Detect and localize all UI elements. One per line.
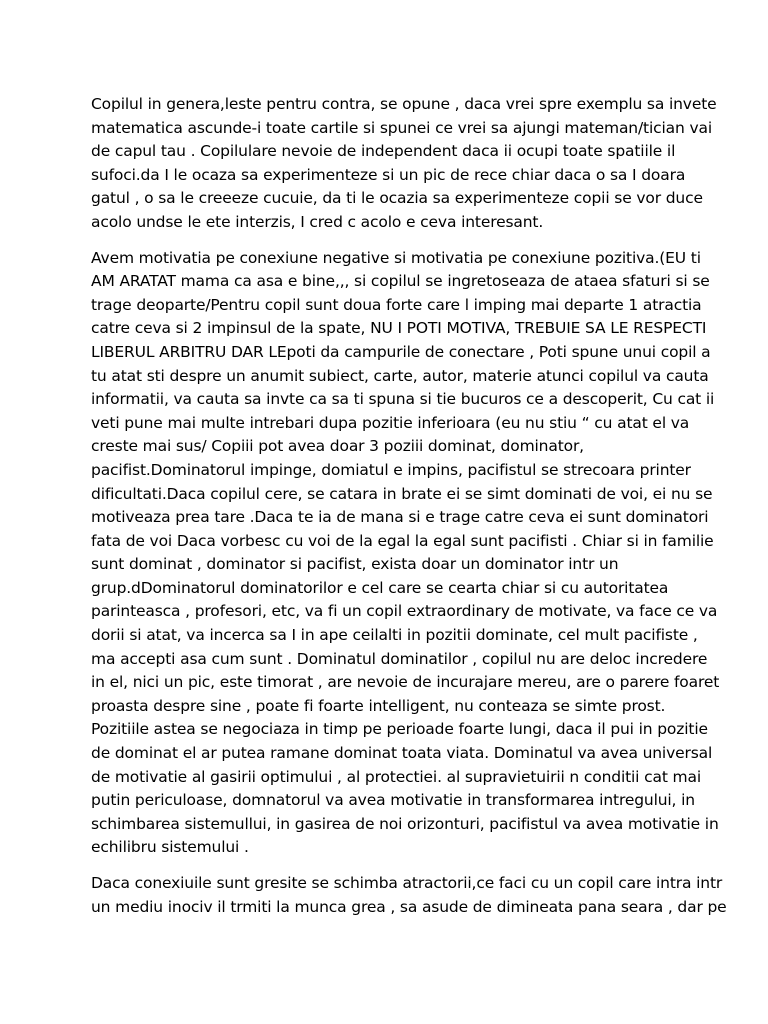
text-line: AM ARATAT mama ca asa e bine,,, si copilul se ingretoseaza de ataea sfaturi si se [91, 272, 710, 291]
text-line: trage deoparte/Pentru copil sunt doua forte care l imping mai departe 1 atractia [91, 295, 702, 314]
text-line: Copilul in genera,leste pentru contra, se opune , daca vrei spre exemplu sa invete [91, 95, 717, 113]
text-line: proasta despre sine , poate fi foarte intelligent, nu conteaza se simte prost. [91, 696, 666, 715]
text-line: dificultati.Daca copilul cere, se catara in brate ei se simt dominati de voi, ei nu se [91, 484, 713, 503]
text-line: echilibru sistemului . [91, 838, 249, 857]
text-line: dorii si atat, va incerca sa I in ape ceilalti in pozitii dominate, cel mult pacifiste , [91, 626, 698, 645]
text-line: putin periculoase, domnatorul va avea motivatie in transformarea intregului, in [91, 791, 695, 810]
text-line: de dominat el ar putea ramane dominat toata viata. Dominatul va avea universal [91, 744, 713, 763]
text-line: Avem motivatia pe conexiune negative si motivatia pe conexiune pozitiva.(EU ti [91, 248, 701, 267]
text-line: creste mai sus/ Copiii pot avea doar 3 poziii dominat, dominator, [91, 437, 584, 456]
text-line: catre ceva si 2 impinsul de la spate, NU I POTI MOTIVA, TREBUIE SA LE RESPECTI [91, 319, 707, 338]
text-line: parinteasca , profesori, etc, va fi un copil extraordinary de motivate, va face ce va [91, 602, 718, 621]
text-line: grup.dDominatorul dominatorilor e cel care se cearta chiar si cu autoritatea [91, 578, 669, 597]
paragraph [91, 93, 717, 235]
text-line: de capul tau . Copilulare nevoie de independent daca ii ocupi toate spatiile il [91, 142, 676, 161]
text-line: sufoci.da I le ocaza sa experimenteze si un pic de rece chiar daca o sa I doara [91, 165, 686, 184]
text-line: LIBERUL ARBITRU DAR LEpoti da campurile de conectare , Poti spune unui copil a [91, 342, 711, 361]
text-line: schimbarea sistemullui, in gasirea de noi orizonturi, pacifistul va avea motivatie in [91, 814, 719, 833]
text-line: Pozitiile astea se negociaza in timp pe perioade foarte lungi, daca il pui in pozitie [91, 720, 708, 739]
text-line: acolo undse le ete interzis, I cred c acolo e ceva interesant. [91, 212, 544, 231]
text-line: gatul , o sa le creeeze cucuie, da ti le ocazia sa experimenteze copii se vor duce [91, 189, 703, 208]
text-line: Daca conexiuile sunt gresite se schimba atractorii,ce faci cu un copil care intra intr [91, 874, 723, 892]
text-line: ma accepti asa cum sunt . Dominatul dominatilor , copilul nu are deloc incredere [91, 649, 708, 668]
text-line: un mediu inociv il trmiti la munca grea , sa asude de dimineata pana seara , dar pe [91, 897, 727, 916]
text-line: sunt dominat , dominator si pacifist, exista doar un dominator intr un [91, 555, 619, 574]
text-line: fata de voi Daca vorbesc cu voi de la egal la egal sunt pacifisti . Chiar si in familie [91, 531, 714, 550]
text-line: informatii, va cauta sa invte ca sa ti spuna si tie bucuros ce a descoperit, Cu cat ii [91, 390, 715, 409]
paragraph [91, 247, 720, 860]
text-line: pacifist.Dominatorul impinge, domiatul e impins, pacifistul se strecoara printer [91, 460, 691, 479]
document-body [91, 93, 727, 931]
text-line: in el, nici un pic, este timorat , are nevoie de incurajare mereu, are o parere foaret [91, 673, 720, 692]
text-line: tu atat sti despre un anumit subiect, carte, autor, materie atunci copilul va cauta [91, 366, 709, 385]
text-line: motiveaza prea tare .Daca te ia de mana si e trage catre ceva ei sunt dominatori [91, 508, 709, 527]
text-line: de motivatie al gasirii optimului , al protectiei. al supravietuirii n conditii cat mai [91, 767, 701, 786]
paragraph [91, 872, 727, 919]
text-line: matematica ascunde-i toate cartile si spunei ce vrei sa ajungi mateman/tician vai [91, 118, 712, 137]
text-line: veti pune mai multe intrebari dupa pozitie inferioara (eu nu stiu “ cu atat el va [91, 413, 690, 432]
